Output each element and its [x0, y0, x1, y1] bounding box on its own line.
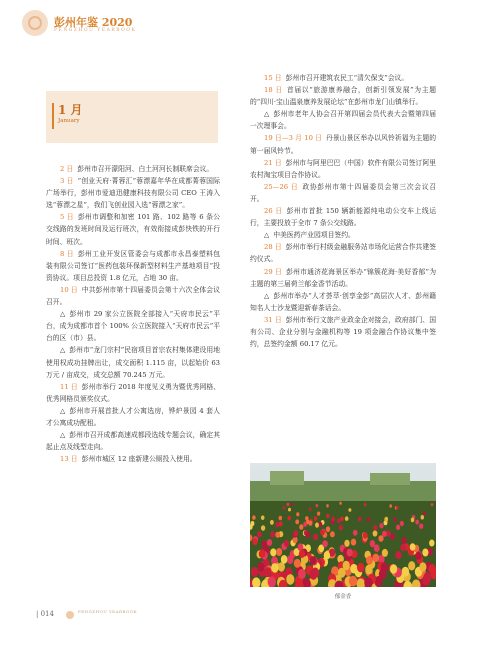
tulip-flower	[422, 549, 428, 557]
tulip-flower	[261, 525, 265, 531]
entry	[250, 205, 436, 229]
entry	[46, 284, 220, 308]
header-subtitle: PENGZHOU YEARBOOK	[54, 28, 137, 33]
entry-text: 彭州市 29 家公立医院全部接入“天府市民云”平台，成为成都市首个 100% 公立医院接入“天府市民云”平台的区（市）县。	[46, 310, 221, 343]
entry	[250, 266, 436, 290]
entry-text: 彭州市召开濛阳河、白土河河长制联席会议。	[77, 165, 214, 173]
tulip-flower	[390, 533, 395, 539]
entry-text: 彭州市调整和加密 101 路、102 路等 6 条公交线路的发班时间及运行班次，有效衔接成彭快铁的开行时间、班次。	[46, 213, 220, 246]
tulip-flower	[431, 503, 434, 506]
tulip-flower	[389, 504, 392, 507]
entry-date: 21 日	[264, 158, 282, 167]
tulip-flower	[363, 532, 368, 538]
entry-text: “创业天府·菁蓉汇”蓉漂嘉年华在成都菁蓉国际广场举行，彭州市爱迪迅健康科技有限公司 CEO 王涛入选“蓉漂之星”，我们飞创业园入选“蓉漂之家”。	[46, 177, 220, 210]
entry-text: 彭州市城区 12 座新建公厕投入使用。	[81, 455, 197, 464]
entry	[46, 429, 220, 453]
tulip-flower	[396, 525, 400, 531]
tulip-flower	[379, 523, 383, 528]
entry-text: 中共彭州市第十四届委员会第十六次全体会议召开。	[46, 285, 221, 307]
entry	[46, 344, 220, 380]
tulip-flower	[419, 562, 426, 571]
photo-caption: 郁金香	[334, 594, 352, 600]
page-number: | 014	[36, 610, 54, 618]
tulip-flower	[350, 564, 357, 574]
entry-text: 彭州市通济花海景区举办“锦簇花海·美好香郁”为主题的第三届荷兰郁金香节活动。	[250, 267, 436, 288]
tulip-flower	[378, 535, 383, 542]
entry-date: △	[60, 406, 66, 415]
tulip-flower	[299, 524, 303, 530]
tulip-flower	[340, 517, 344, 522]
tulip-flower	[293, 530, 298, 536]
tulip-flower	[381, 562, 388, 571]
tulip-flower	[276, 548, 282, 556]
entry	[46, 163, 220, 175]
tulip-flower	[373, 530, 378, 536]
tulip-flower	[315, 522, 319, 527]
page-header	[14, 8, 214, 48]
tulip-flower	[268, 577, 276, 588]
tulip-flower	[429, 540, 434, 547]
entry	[250, 290, 436, 314]
tulip-flower	[423, 511, 426, 515]
tulip-photo	[250, 463, 436, 587]
tulip-flower	[358, 517, 362, 522]
entry	[46, 308, 220, 344]
tulip-flower	[252, 515, 256, 520]
tulip-flower	[324, 551, 330, 559]
entry	[250, 84, 436, 108]
tulip-flower	[252, 538, 257, 545]
entry	[250, 314, 436, 350]
tulip-flower	[400, 544, 406, 552]
tulip-flower	[396, 506, 399, 510]
page-footer	[36, 609, 236, 623]
tulip-flower	[259, 549, 265, 557]
tulip-flower	[345, 516, 349, 521]
tulip-flower	[353, 530, 358, 536]
tulip-flower	[402, 537, 407, 544]
tulip-flower	[283, 506, 286, 510]
tulip-flower	[351, 539, 356, 546]
tulip-flower	[284, 540, 289, 547]
tulip-flower	[286, 574, 294, 585]
header-title: 彭州年鉴 2020	[54, 16, 133, 29]
entry-date: 3 日	[60, 177, 74, 186]
tulip-flower	[395, 551, 401, 559]
tulip-flower	[310, 556, 317, 565]
left-column	[46, 163, 220, 465]
tulip-flower	[384, 517, 388, 522]
entry-text: 彭州市举行村级金融服务站市场化运营合作共建签约仪式。	[250, 243, 437, 264]
tulip-flower	[317, 512, 320, 516]
tulip-flower	[419, 524, 423, 529]
tulip-flower	[275, 522, 279, 527]
tulip-flower	[393, 517, 397, 522]
tulip-flower	[309, 507, 312, 511]
entry	[250, 181, 436, 205]
tulip-flower	[287, 555, 294, 564]
footer-logo-icon	[66, 611, 74, 619]
tulip-flower	[330, 531, 335, 537]
tulip-flower	[279, 516, 283, 521]
tulip-flower	[410, 543, 416, 550]
tulip-flower	[271, 563, 278, 573]
entry-text: 彭州市举行文旅产业政金企对接会，政府部门、国有公司、企业分别与金融机构等 19 项金融合作协议集中签约，总签约金额 60.17 亿元。	[250, 315, 437, 349]
entry	[250, 157, 436, 181]
entry-text: 中美医药产业园项目签约。	[273, 231, 355, 240]
entry-date: △	[60, 431, 66, 440]
tulip-flower	[373, 554, 380, 563]
entry-date: 13 日	[60, 455, 78, 464]
entry-date: 5 日	[60, 213, 74, 222]
tulip-flower	[357, 563, 364, 573]
tulip-flower	[421, 515, 424, 520]
entry	[250, 241, 436, 265]
entry-text: 彭州市老年人协会召开第四届会员代表大会暨第四届一次理事会。	[250, 110, 437, 131]
entry-date: 10 日	[60, 285, 78, 294]
tulip-flower	[349, 576, 357, 587]
entry-text: 彭州市与阿里巴巴（中国）软件有限公司签订阿里农村淘宝项目合作协议。	[250, 158, 437, 179]
tulip-flower	[264, 567, 272, 577]
tulip-flower	[257, 531, 262, 537]
tulip-flower	[344, 540, 349, 547]
tulip-field-image	[250, 463, 436, 587]
entry-text: 首届以“旅游康养融合，创新引领发展”为主题的“四川·宝山温泉康养发展论坛”在彭州市龙门山镇举行。	[250, 86, 436, 107]
tulip-flower	[291, 503, 294, 506]
entry-date: △	[60, 346, 66, 355]
entry-date: △	[264, 291, 270, 300]
footer-name: PENGZHOU YEARBOOK	[78, 609, 138, 614]
entry-text: 彭州市召开建筑农民工“清欠保支”会议。	[285, 74, 409, 82]
tulip-flower	[261, 515, 265, 520]
tulip-flower	[299, 550, 305, 558]
tulip-flower	[287, 503, 290, 506]
tulip-flower	[287, 516, 291, 521]
tulip-flower	[400, 521, 404, 526]
entry-date: △	[264, 231, 270, 240]
tulip-flower	[267, 539, 272, 546]
tulip-flower	[415, 520, 419, 525]
tulip-flower	[295, 519, 299, 524]
entry	[250, 72, 436, 84]
entry-date: 29 日	[264, 267, 283, 276]
tulip-flower	[428, 564, 435, 574]
tulip-flower	[390, 564, 397, 574]
entry-text: 彭州市“龙门宗村”民宿项目首宗农村集体建设用地使用权成功挂牌出让，成交面积 1.115 亩，以起始价 63 万元 / 亩成交，成交总额 70.245 万元。	[46, 346, 220, 379]
tulip-flower	[251, 567, 259, 577]
entry-date: 2 日	[60, 165, 74, 173]
tulip-flower	[339, 525, 343, 531]
tulip-flower	[250, 521, 254, 526]
tulip-flower	[275, 532, 280, 538]
entry	[46, 453, 220, 465]
tulip-flower	[306, 532, 311, 538]
entry-date: 18 日	[264, 86, 283, 95]
entry-date: 11 日	[60, 382, 78, 391]
tulip-flower	[348, 508, 351, 512]
tulip-flower	[326, 504, 329, 507]
entry-date: 25—26 日	[264, 182, 299, 191]
tulip-flower	[316, 504, 319, 507]
tulip-flower	[326, 514, 329, 518]
month-subtitle: January	[58, 118, 80, 124]
entry-text: 彭州市举行 2018 年度见义勇为暨优秀网格、优秀网格员颁奖仪式。	[46, 382, 220, 403]
entry-date: 15 日	[264, 74, 282, 82]
tulip-flower	[322, 540, 328, 547]
entry	[46, 381, 220, 405]
tulip-flower	[313, 534, 318, 540]
entry-date: 26 日	[264, 207, 283, 216]
entry-date: 28 日	[264, 243, 282, 252]
right-column	[250, 72, 436, 350]
tulip-flower	[331, 517, 335, 522]
tulip-flower	[314, 516, 318, 521]
entry-date: 31 日	[264, 315, 282, 324]
entry-text: 彭州市召开成都高速成都段选线专题会议，确定其起止点及线型走向。	[46, 431, 221, 452]
tulip-flower	[411, 518, 415, 523]
entry	[250, 229, 436, 241]
entry	[46, 175, 220, 211]
tulip-flower	[347, 549, 353, 557]
entry	[250, 108, 436, 132]
entry-text: 彭州市举办“人才荟萃·创享金彭”高层次人才、彭州籍知名人士沙龙暨迎新春茶话会。	[250, 291, 436, 312]
entry-date: 19 日—3 月 10 日	[264, 134, 323, 143]
tulip-flower	[270, 520, 274, 525]
tulip-flower	[423, 572, 431, 582]
tulip-flower	[367, 517, 371, 522]
tulip-flower	[281, 555, 288, 564]
tulip-flower	[366, 556, 373, 565]
tulip-flower	[288, 508, 291, 512]
entry-text: 政协彭州市第十四届委员会第三次会议召开。	[250, 182, 437, 203]
yearbook-logo-icon	[22, 10, 48, 36]
entry-text: 丹景山景区举办以风铃祈福为主题的第一届风铃节。	[250, 134, 437, 155]
tulip-flower	[408, 561, 415, 570]
tulip-flower	[294, 559, 301, 568]
tulip-flower	[258, 562, 265, 571]
tulip-flower	[370, 540, 375, 547]
entry-date: 8 日	[60, 249, 74, 258]
month-title: 1 月	[58, 103, 83, 117]
tulip-flower	[373, 525, 377, 531]
tulip-flower	[298, 569, 306, 579]
entry-text: 彭州市开展首批人才公寓选房，铧炉景园 4 套人才公寓成功配租。	[46, 406, 220, 427]
tulip-flower	[303, 522, 307, 527]
tulip-flower	[312, 568, 320, 578]
entry	[250, 132, 436, 156]
tulip-flower	[270, 548, 276, 556]
entry-date: △	[264, 110, 270, 119]
entry	[46, 248, 220, 284]
entry-text: 彭州工业开发区管委会与成都市永昌泰塑料包装有限公司签订“医药包装环保新型材料生产基地项目”投资协议。项目总投资 1.8 亿元，占地 30 亩。	[46, 249, 220, 282]
tulip-flower	[296, 512, 299, 516]
entry-text: 彭州市首批 150 辆新能源纯电动公交车上线运行，主要投放于全市 7 条公交线路。	[250, 207, 437, 228]
tulip-flower	[270, 531, 275, 537]
tulip-flower	[364, 503, 367, 506]
month-accent-bar	[52, 103, 54, 129]
tulip-flower	[320, 529, 325, 535]
month-heading	[46, 91, 218, 143]
entry	[46, 405, 220, 429]
tulip-flower	[326, 526, 330, 532]
tulip-flower	[415, 552, 421, 560]
tulip-flower	[339, 502, 341, 505]
entry	[46, 211, 220, 247]
tulip-flower	[343, 561, 350, 570]
tulip-flower	[382, 549, 388, 557]
entry-date: △	[60, 310, 66, 319]
